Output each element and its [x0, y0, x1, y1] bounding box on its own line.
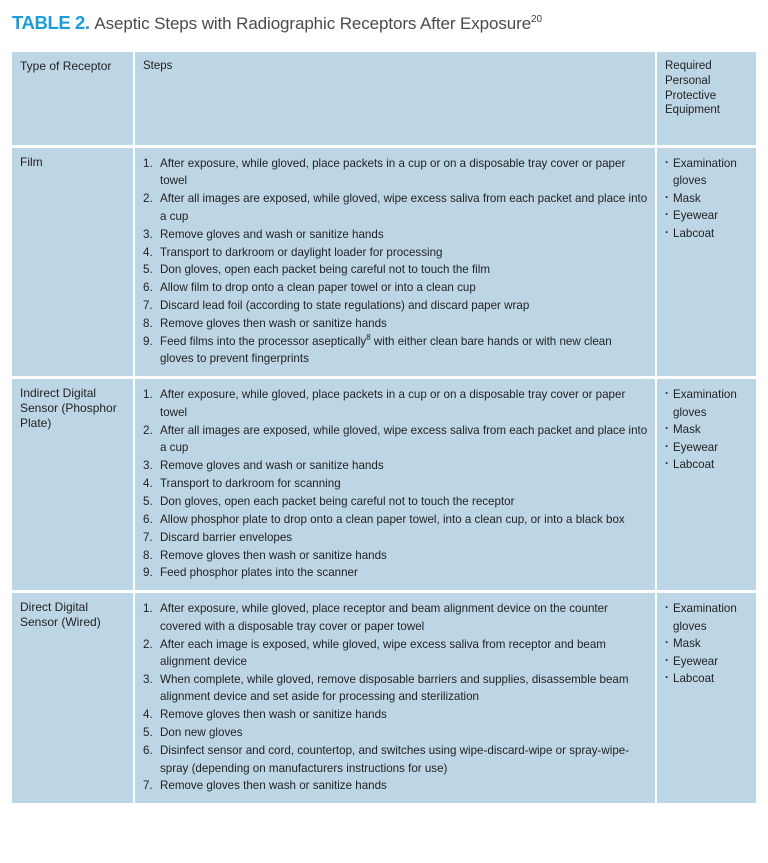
list-item: · Labcoat: [665, 225, 749, 242]
table-row: [12, 379, 756, 593]
ppe-list-film: [665, 155, 749, 242]
table-title: [12, 12, 758, 35]
list-item: After exposure, while gloved, place packets in a cup or on a disposable tray cover or paper towel: [160, 388, 626, 419]
list-item: Remove gloves and wash or sanitize hands: [160, 227, 384, 241]
step-list-film: [143, 155, 648, 368]
list-item: · Mask: [665, 635, 749, 652]
column-header-required-ppe: Required Personal Protective Equipment: [657, 52, 756, 148]
list-item: Don new gloves: [160, 726, 243, 740]
step-list-indirect-digital-sensor: [143, 386, 648, 581]
step-text-tail: with either clean bare hands or with new clean gloves to prevent fingerprints: [160, 335, 612, 366]
list-item: Remove gloves then wash or sanitize hands: [160, 779, 387, 793]
list-item: Remove gloves then wash or sanitize hands: [160, 317, 387, 331]
list-item: Discard lead foil (according to state regulations) and discard paper wrap: [160, 299, 530, 313]
list-item: Discard barrier envelopes: [160, 530, 293, 544]
list-item: Transport to darkroom or daylight loader for processing: [160, 245, 443, 259]
list-item: · Labcoat: [665, 456, 749, 473]
table-caption: Aseptic Steps with Radiographic Receptors After Exposure: [94, 14, 532, 33]
list-item: After all images are exposed, while gloved, wipe excess saliva from each packet and place into a cup: [160, 423, 648, 455]
list-item: · Eyewear: [665, 439, 749, 456]
list-item: Allow phosphor plate to drop onto a clean paper towel, into a clean cup, or into a black box: [160, 512, 625, 526]
steps-cell-film: [135, 148, 657, 379]
footnote-superscript: 8: [366, 333, 371, 343]
ppe-cell-film: [657, 148, 756, 379]
receptor-type-film: Film: [12, 148, 135, 379]
list-item: · Eyewear: [665, 653, 749, 670]
step-text: Feed films into the processor aseptically: [160, 335, 367, 349]
list-item: Remove gloves then wash or sanitize hands: [160, 548, 387, 562]
ppe-list-direct-digital-sensor: [665, 600, 749, 687]
table-number-label: TABLE 2.: [12, 12, 90, 33]
list-item: · Mask: [665, 190, 749, 207]
table-caption-superscript: 20: [531, 14, 542, 26]
list-item: · Mask: [665, 421, 749, 438]
aseptic-steps-table: [12, 52, 756, 803]
list-item: After exposure, while gloved, place receptor and beam alignment device on the counter covered with a disposable tray cover or paper towel: [160, 602, 608, 633]
table-row: [12, 593, 756, 803]
list-item: Don gloves, open each packet being careful not to touch the film: [160, 263, 490, 277]
list-item: Remove gloves then wash or sanitize hands: [160, 708, 387, 722]
list-item: After all images are exposed, while gloved, wipe excess saliva from each packet and place into a cup: [160, 192, 648, 223]
list-item: After each image is exposed, while gloved, wipe excess saliva from receptor and beam alignment device: [160, 637, 606, 669]
ppe-list-indirect-digital-sensor: [665, 386, 749, 473]
steps-cell-direct-digital-sensor: [135, 593, 657, 803]
list-item: · Examination gloves: [665, 386, 749, 421]
list-item-with-footnote: [143, 333, 648, 368]
list-item: · Labcoat: [665, 670, 749, 687]
ppe-cell-indirect-digital-sensor: [657, 379, 756, 593]
list-item: · Eyewear: [665, 207, 749, 224]
list-item: Allow film to drop onto a clean paper towel or into a clean cup: [160, 281, 476, 295]
list-item: Disinfect sensor and cord, countertop, and switches using wipe-discard-wipe or spray-wipe-spray (depending on manufacturers instructions for use): [160, 744, 630, 775]
list-item: · Examination gloves: [665, 600, 749, 635]
list-item: · Examination gloves: [665, 155, 749, 190]
list-item: Feed phosphor plates into the scanner: [160, 566, 358, 580]
list-item: Don gloves, open each packet being careful not to touch the receptor: [160, 494, 515, 508]
list-item: When complete, while gloved, remove disposable barriers and supplies, disassemble beam alignment device and set aside for processing and sterilization: [160, 672, 629, 704]
list-item: Transport to darkroom for scanning: [160, 476, 341, 490]
table-header-row: [12, 52, 756, 148]
ppe-cell-direct-digital-sensor: [657, 593, 756, 803]
list-item: After exposure, while gloved, place packets in a cup or on a disposable tray cover or paper towel: [160, 157, 626, 188]
receptor-type-direct-digital-sensor: Direct Digital Sensor (Wired): [12, 593, 135, 803]
list-item: Remove gloves and wash or sanitize hands: [160, 459, 384, 472]
column-header-type-of-receptor: Type of Receptor: [12, 52, 135, 148]
steps-cell-indirect-digital-sensor: [135, 379, 657, 593]
column-header-steps: Steps: [135, 52, 657, 148]
receptor-type-indirect-digital-sensor: Indirect Digital Sensor (Phosphor Plate): [12, 379, 135, 593]
table-row: [12, 148, 756, 379]
step-list-direct-digital-sensor: [143, 600, 648, 794]
